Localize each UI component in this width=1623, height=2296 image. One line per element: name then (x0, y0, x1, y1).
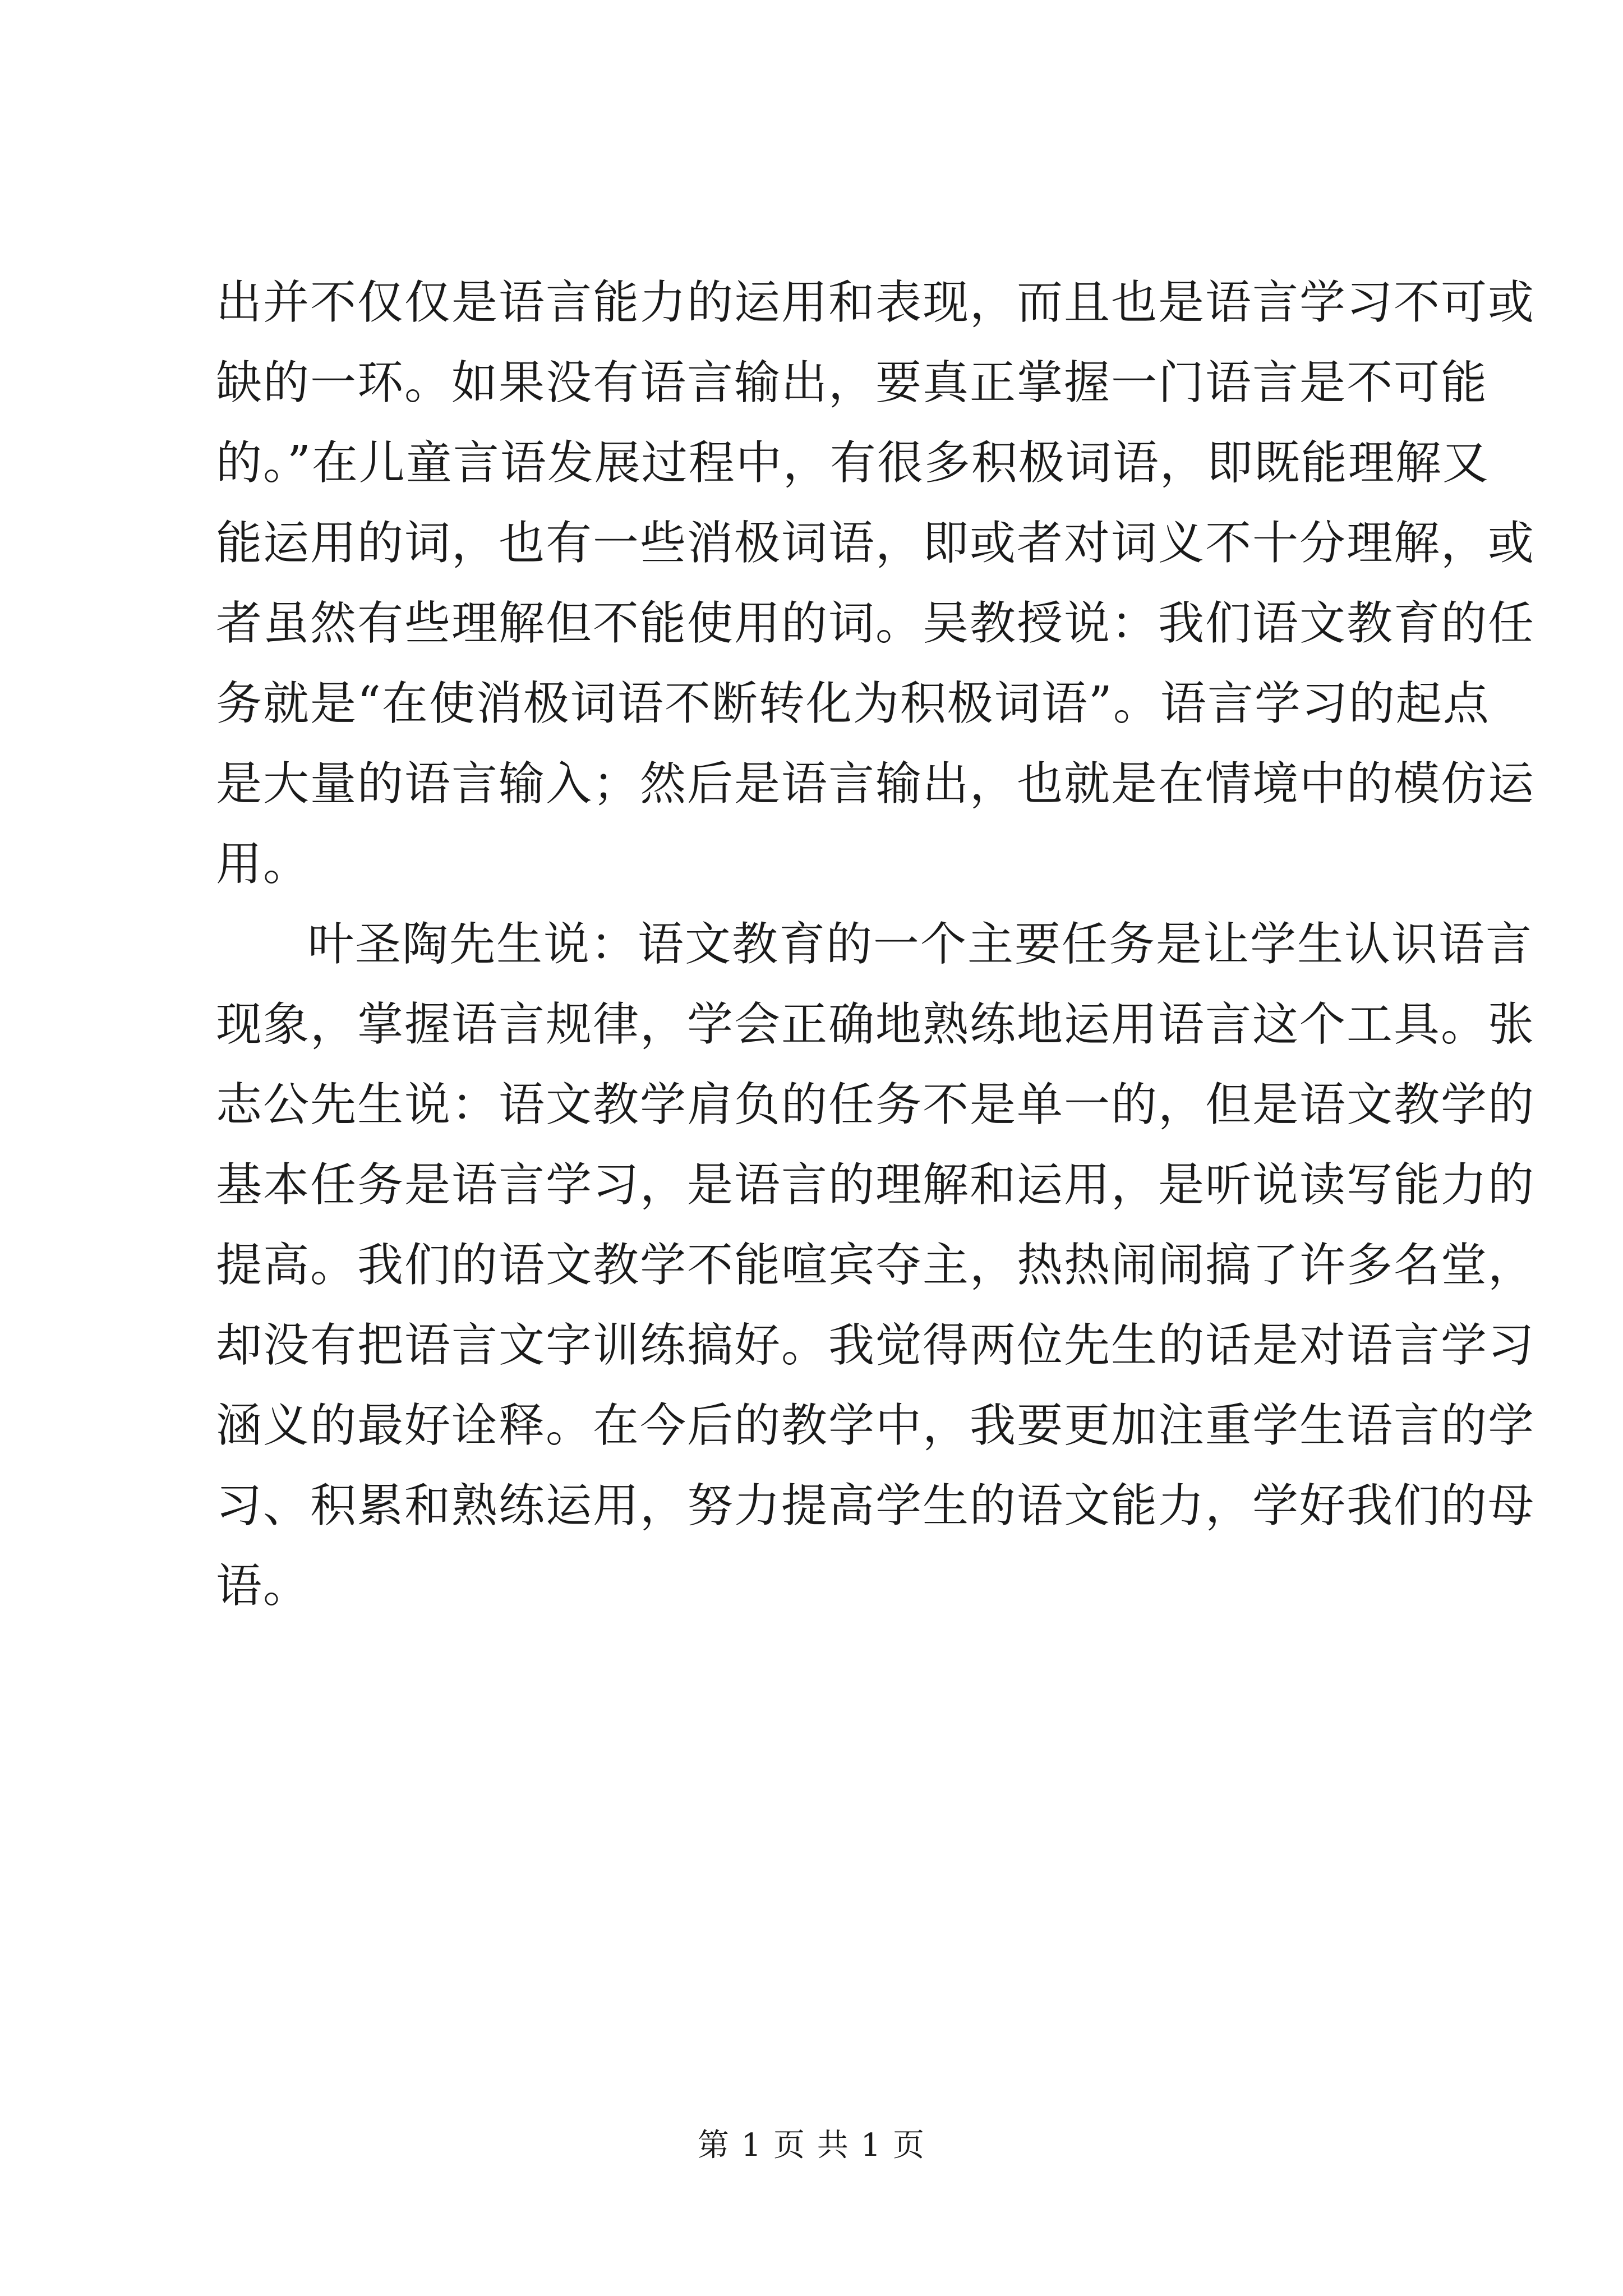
paragraph-2-line-2: 现象，掌握语言规律，学会正确地熟练地运用语言这个工具。张 (216, 998, 1536, 1051)
paragraph-1-line-7: 是大量的语言输入；然后是语言输出，也就是在情境中的模仿运 (216, 757, 1536, 811)
paragraph-2-line-1: 叶圣陶先生说：语文教育的一个主要任务是让学生认识语言 (308, 918, 1533, 971)
paragraph-2-line-5: 提高。我们的语文教学不能喧宾夺主，热热闹闹搞了许多名堂， (216, 1239, 1536, 1292)
paragraph-1-line-2: 缺的一环。如果没有语言输出，要真正掌握一门语言是不可能 (216, 356, 1488, 409)
paragraph-2-line-6: 却没有把语言文字训练搞好。我觉得两位先生的话是对语言学习 (216, 1319, 1536, 1372)
paragraph-2-line-3: 志公先生说：语文教学肩负的任务不是单一的，但是语文教学的 (216, 1078, 1536, 1131)
paragraph-1-line-8: 用。 (216, 838, 311, 891)
paragraph-2-line-9: 语。 (216, 1559, 311, 1613)
page-footer: 第 1 页 共 1 页 (697, 2127, 926, 2164)
paragraph-1-line-1: 出并不仅仅是语言能力的运用和表现，而且也是语言学习不可或 (216, 276, 1536, 329)
document-body (216, 263, 1536, 1626)
paragraph-1-line-6: 务就是“在使消极词语不断转化为积极词语”。语言学习的起点 (216, 677, 1490, 730)
paragraph-2-line-7: 涵义的最好诠释。在今后的教学中，我要更加注重学生语言的学 (216, 1399, 1536, 1452)
paragraph-1-line-4: 能运用的词，也有一些消极词语，即或者对词义不十分理解，或 (216, 517, 1536, 570)
paragraph-2-line-4: 基本任务是语言学习，是语言的理解和运用，是听说读写能力的 (216, 1158, 1536, 1212)
paragraph-2-line-8: 习、积累和熟练运用，努力提高学生的语文能力，学好我们的母 (216, 1479, 1536, 1533)
paragraph-1-line-3: 的。”在儿童言语发展过程中，有很多积极词语，即既能理解又 (216, 436, 1490, 490)
paragraph-1-line-5: 者虽然有些理解但不能使用的词。吴教授说：我们语文教育的任 (216, 597, 1536, 650)
